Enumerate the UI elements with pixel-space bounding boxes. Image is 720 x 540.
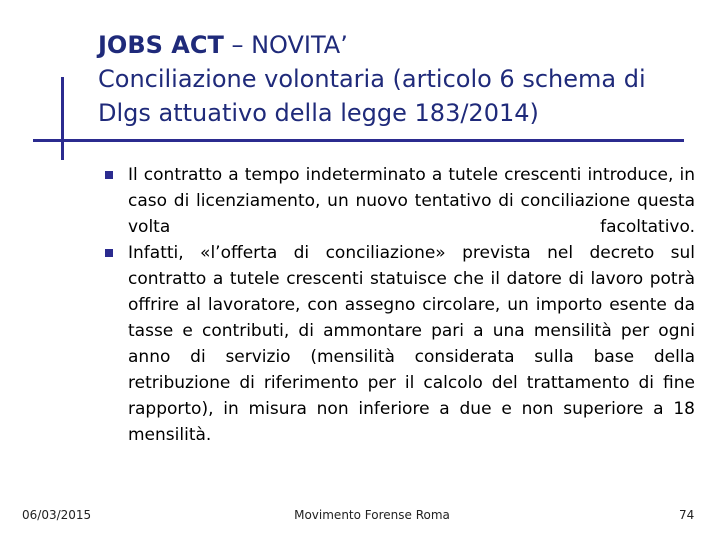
square-bullet-icon [105, 249, 113, 257]
bullet-item [103, 240, 695, 448]
bullet-list [103, 162, 695, 448]
title-horizontal-rule [33, 139, 684, 142]
square-bullet-icon [105, 171, 113, 179]
footer-organization: Movimento Forense Roma [294, 508, 450, 522]
title-bold-part: JOBS ACT [98, 31, 224, 59]
title-line-1 [98, 28, 698, 62]
bullet-item [103, 162, 695, 240]
bullet-text: Infatti, «l’offerta di conciliazione» prevista nel decreto sul contratto a tutele crescenti statuisce che il datore di lavoro potrà offrire al lavoratore, con assegno circolare, un importo esente da tasse e contributi, di ammontare pari a una mensilità per ogni anno di servizio (mensilità considerata sulla base della retribuzione di riferimento per il calcolo del trattamento di fine rapporto), in misura non inferiore a due e non superiore a 18 mensilità. [128, 243, 695, 445]
slide-number: 74 [679, 508, 695, 522]
title-line-3: Dlgs attuativo della legge 183/2014) [98, 99, 539, 127]
title-rest-part: – NOVITA’ [223, 31, 348, 59]
bullet-text: Il contratto a tempo indeterminato a tutele crescenti introduce, in caso di licenziamento, un nuovo tentativo di conciliazione questa volta facoltativo. [128, 165, 695, 237]
footer-date: 06/03/2015 [22, 508, 92, 522]
title-vertical-rule [61, 77, 64, 160]
slide-title [98, 28, 698, 130]
title-line-2: Conciliazione volontaria (articolo 6 schema di [98, 65, 646, 93]
